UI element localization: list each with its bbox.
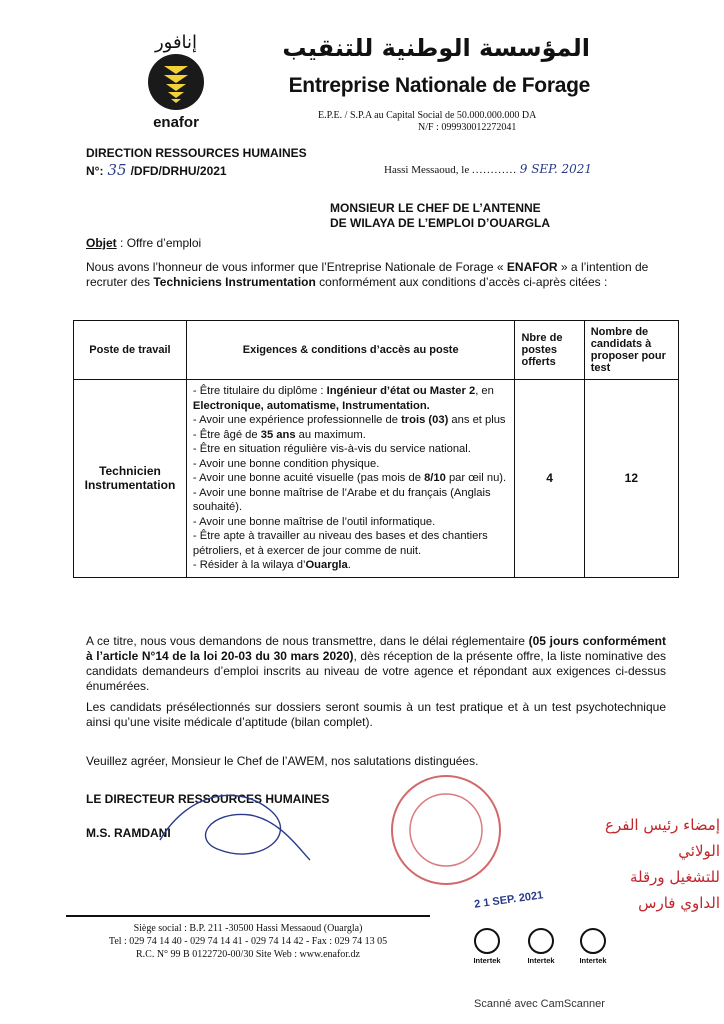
nif-line: N/F : 099930012272041 — [418, 122, 517, 133]
table-header-row — [74, 321, 679, 380]
date-stamp: 9 SEP. 2021 — [519, 162, 592, 176]
intro-text-1: Nous avons l’honneur de vous informer que l’Entreprise Nationale de Forage « — [86, 260, 507, 274]
date-dots: ............ — [472, 164, 517, 176]
requirements-cell — [186, 380, 515, 578]
posts-cell: 4 — [515, 380, 584, 578]
intertek-cert-2: Intertek — [524, 928, 558, 965]
intertek-cert-3: Intertek — [576, 928, 610, 965]
place-label: Hassi Messaoud, le — [384, 164, 470, 176]
signatory-title: LE DIRECTEUR RESSOURCES HUMAINES — [86, 792, 330, 806]
company-name-arabic: المؤسسة الوطنية للتنقيب — [282, 34, 590, 62]
footer-line-3: R.C. N° 99 B 0122720-00/30 Site Web : www.enafor.dz — [135, 949, 360, 960]
selection-paragraph: Les candidats présélectionnés sur dossiers seront soumis à un test pratique et à un test psychotechnique ainsi qu’une visite médicale d’aptitude (bilan complet). — [86, 700, 666, 729]
department-title: DIRECTION RESSOURCES HUMAINES — [86, 146, 307, 160]
logo-arabic-text: إنافور — [154, 32, 198, 53]
intro-position: Techniciens Instrumentation — [153, 275, 316, 289]
stamp-arabic — [600, 812, 720, 916]
requirement-item: - Avoir une bonne maîtrise de l’Arabe et du français (Anglais souhaité). — [192, 486, 491, 513]
ref-prefix: N°: — [86, 164, 104, 178]
header-candidates: Nombre de candidats à proposer pour test — [584, 321, 678, 380]
header-requirements: Exigences & conditions d’accès au poste — [186, 321, 515, 380]
requirement-item: - Avoir une expérience professionnelle de trois (03) ans et plus — [192, 414, 506, 426]
reference-number — [86, 161, 227, 179]
intro-text-3: conformément aux conditions d’accès ci-après citées : — [315, 275, 608, 289]
footer-divider — [66, 915, 430, 917]
closing-paragraph: Veuillez agréer, Monsieur le Chef de l’AWEM, nos salutations distinguées. — [86, 754, 479, 768]
requirement-item: - Avoir une bonne condition physique. — [192, 457, 380, 470]
received-date-stamp: 2 1 SEP. 2021 — [473, 889, 545, 911]
intertek-globe-icon — [474, 928, 500, 954]
intertek-globe-icon — [580, 928, 606, 954]
scanner-watermark: Scanné avec CamScanner — [474, 998, 605, 1010]
ref-handwritten-number: 35 — [107, 161, 127, 179]
requirement-item: - Être apte à travailler au niveau des bases et des chantiers pétroliers, et à exercer de jour comme de nuit. — [192, 530, 488, 557]
stamp-line-2: للتشغيل ورقلة — [630, 868, 720, 886]
header-position: Poste de travail — [74, 321, 187, 380]
legal-line: E.P.E. / S.P.A au Capital Social de 50.000.000.000 DA — [318, 110, 537, 121]
requirement-item: - Résider à la wilaya d’Ouargla. — [192, 559, 351, 571]
company-name-french: Entreprise Nationale de Forage — [288, 74, 590, 97]
intertek-globe-icon — [528, 928, 554, 954]
intro-company: ENAFOR — [506, 260, 558, 274]
footer-line-2: Tel : 029 74 14 40 - 029 74 14 41 - 029 74 14 42 - Fax : 029 74 13 05 — [108, 936, 388, 947]
subject-separator: : — [116, 236, 127, 250]
candidates-cell: 12 — [584, 380, 678, 578]
signature-scribble — [150, 780, 320, 870]
deadline-paragraph: A ce titre, nous vous demandons de nous transmettre, dans le délai réglementaire (05 jours conformément à l’article N°14 de la loi 20-03 du 30 mars 2020), dès réception de la présente offre, la liste nominative des candidats demandeurs d’emploi inscrits au niveau de votre agence et répondant aux exigences ci-dessus énumérées. — [86, 634, 666, 693]
requirement-item: - Être âgé de 35 ans au maximum. — [192, 428, 366, 441]
intertek-cert-1: Intertek — [470, 928, 504, 965]
header-posts: Nbre de postes offerts — [515, 321, 584, 380]
stamp-line-1: إمضاء رئيس الفرع الولائي — [605, 816, 720, 860]
recipient — [330, 201, 590, 231]
ref-suffix: /DFD/DRHU/2021 — [130, 164, 227, 178]
footer-line-1: Siège social : B.P. 211 -30500 Hassi Messaoud (Ouargla) — [133, 923, 363, 934]
logo-wordmark: enafor — [153, 114, 199, 131]
recipient-line-1: MONSIEUR LE CHEF DE L’ANTENNE — [330, 201, 541, 215]
stamp-line-3: الداوي فارس — [638, 894, 720, 912]
recipient-line-2: DE WILAYA DE L’EMPLOI D’OUARGLA — [330, 216, 551, 230]
intro-paragraph — [86, 260, 676, 290]
offer-table — [73, 320, 679, 578]
position-cell: Technicien Instrumentation — [74, 380, 187, 578]
footer-address — [66, 922, 430, 961]
subject-line — [86, 236, 201, 250]
requirement-item: - Être titulaire du diplôme : Ingénieur d’état ou Master 2, en Electronique, automatisme, Instrumentation. — [192, 385, 494, 412]
enafor-logo-icon — [148, 54, 204, 110]
place-date — [384, 162, 592, 176]
enafor-logo — [140, 32, 212, 142]
subject-text: Offre d’emploi — [126, 236, 202, 250]
table-row — [74, 380, 679, 578]
intro-text-2: » a l’intention de recruter des — [86, 260, 649, 289]
subject-label: Objet — [86, 236, 117, 250]
round-stamp — [376, 770, 516, 890]
requirement-item: - Avoir une bonne maîtrise de l’outil informatique. — [192, 515, 436, 528]
signatory-name: M.S. RAMDANI — [86, 826, 171, 840]
requirement-item: - Être en situation régulière vis-à-vis du service national. — [192, 443, 471, 455]
requirement-item: - Avoir une bonne acuité visuelle (pas mois de 8/10 par œil nu). — [192, 472, 507, 484]
